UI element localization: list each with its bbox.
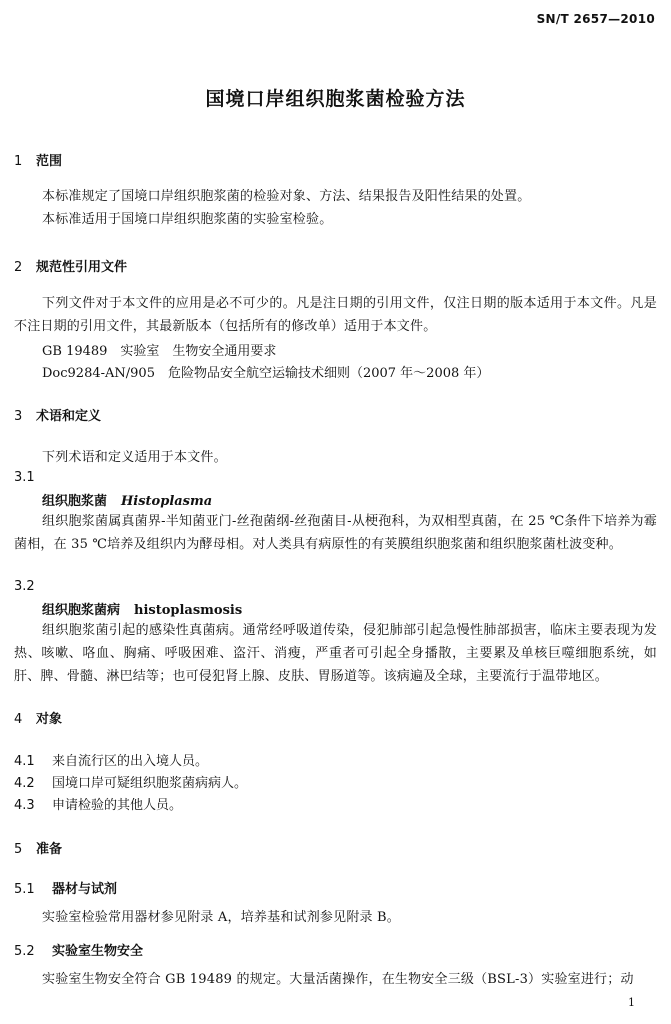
normative-reference: GB 19489 实验室 生物安全通用要求 — [42, 344, 277, 359]
section-5-heading — [14, 838, 62, 857]
page-number: 1 — [628, 996, 635, 1009]
paragraph: 下列文件对于本文件的应用是必不可少的。凡是注日期的引用文件，仅注日期的版本适用于本文件。凡是不注日期的引用文件，其最新版本（包括所有的修改单）适用于本文件。 — [14, 296, 657, 334]
paragraph: 本标准适用于国境口岸组织胞浆菌的实验室检验。 — [42, 212, 333, 227]
section-3-heading — [14, 405, 101, 424]
item-number: 4.3 — [14, 798, 35, 813]
section-2-heading — [14, 256, 127, 275]
section-title: 规范性引用文件 — [36, 260, 128, 275]
item-number: 4.1 — [14, 754, 35, 769]
subsection-5-2-heading — [14, 940, 143, 959]
term-number: 3.1 — [14, 470, 35, 485]
section-number: 5.1 — [14, 882, 35, 897]
section-number: 5.2 — [14, 944, 35, 959]
section-4-heading — [14, 708, 62, 727]
item-text: 国境口岸可疑组织胞浆菌病病人。 — [52, 776, 248, 791]
term-definition: 组织胞浆菌引起的感染性真菌病。通常经呼吸道传染，侵犯肺部引起急慢性肺部损害，临床主要表现为发热、咳嗽、咯血、胸痛、呼吸困难、盗汗、消瘦，严重者可引起全身播散，主要累及单核巨噬细胞系统，如肝、脾、骨髓、淋巴结等；也可侵犯肾上腺、皮肤、胃肠道等。该病遍及全球，主要流行于温带地区。 — [14, 623, 657, 684]
section-1-heading — [14, 150, 62, 169]
item-number: 4.2 — [14, 776, 35, 791]
section-number: 3 — [14, 409, 23, 424]
standard-code: SN/T 2657—2010 — [536, 12, 655, 26]
section-title: 范围 — [36, 154, 63, 169]
term-number: 3.2 — [14, 579, 35, 594]
item-text: 来自流行区的出入境人员。 — [52, 754, 209, 769]
term-title — [42, 490, 212, 509]
item-text: 申请检验的其他人员。 — [52, 798, 183, 813]
paragraph: 实验室检验常用器材参见附录 A，培养基和试剂参见附录 B。 — [42, 910, 401, 925]
term-chinese: 组织胞浆菌 — [42, 494, 108, 509]
term-title — [42, 599, 242, 618]
paragraph: 下列术语和定义适用于本文件。 — [42, 450, 227, 465]
section-number: 4 — [14, 712, 23, 727]
list-item — [14, 794, 182, 813]
paragraph: 实验室生物安全符合 GB 19489 的规定。大量活菌操作，在生物安全三级（BSL-3）实验室进行；动 — [42, 972, 634, 987]
section-title: 器材与试剂 — [52, 882, 118, 897]
paragraph: 本标准规定了国境口岸组织胞浆菌的检验对象、方法、结果报告及阳性结果的处置。 — [42, 189, 531, 204]
section-number: 1 — [14, 154, 23, 169]
section-number: 5 — [14, 842, 23, 857]
section-title: 术语和定义 — [36, 409, 102, 424]
section-title: 实验室生物安全 — [52, 944, 144, 959]
term-english: Histoplasma — [121, 494, 213, 509]
term-english: histoplasmosis — [134, 603, 243, 618]
normative-reference: Doc9284-AN/905 危险物品安全航空运输技术细则（2007 年～2008 年） — [42, 366, 490, 381]
term-definition: 组织胞浆菌属真菌界-半知菌亚门-丝孢菌纲-丝孢菌目-从梗孢科，为双相型真菌，在 25 ℃条件下培养为霉菌相，在 35 ℃培养及组织内为酵母相。对人类具有病原性的有荚膜组织胞浆菌和组织胞浆菌杜波变种。 — [14, 514, 657, 552]
list-item — [14, 772, 247, 791]
section-number: 2 — [14, 260, 23, 275]
list-item — [14, 750, 208, 769]
section-title: 对象 — [36, 712, 63, 727]
term-chinese: 组织胞浆菌病 — [42, 603, 121, 618]
section-title: 准备 — [36, 842, 63, 857]
document-title: 国境口岸组织胞浆菌检验方法 — [205, 88, 466, 110]
subsection-5-1-heading — [14, 878, 117, 897]
